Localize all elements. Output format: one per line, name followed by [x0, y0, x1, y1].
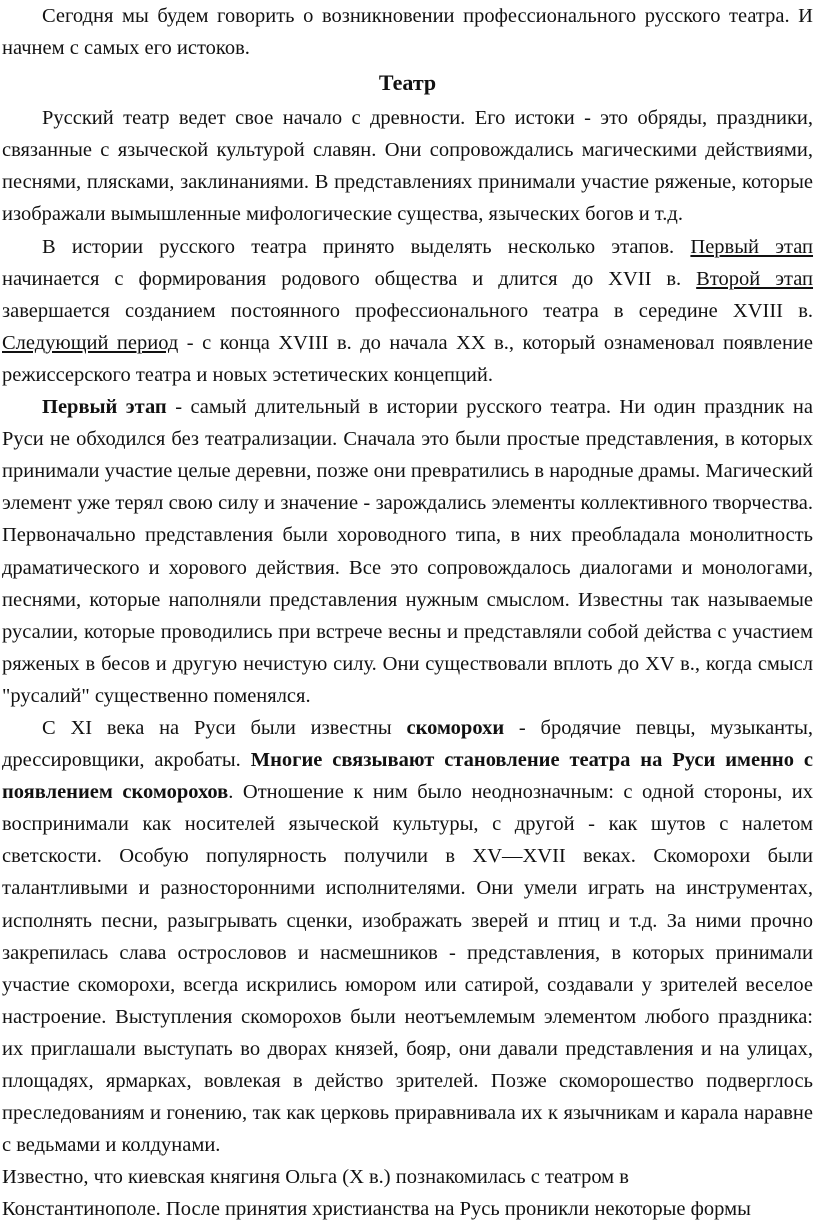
olga-line-1: Известно, что киевская княгиня Ольга (X в.) познакомилась с театром в	[2, 1166, 629, 1189]
paragraph-olga	[2, 1161, 813, 1225]
stages-text-2: начинается с формирования родового общества и длится до XVII в.	[2, 267, 697, 290]
paragraph-skomorokhi	[2, 712, 813, 1161]
paragraph-origins: Русский театр ведет свое начало с древности. Его истоки - это обряды, праздники, связанные с языческой культурой славян. Они сопровождались магическими действиями, песнями, плясками, заклинаниями. В представлениях принимали участие ряженые, которые изображали вымышленные мифологические существа, языческих богов и т.д.	[2, 107, 813, 226]
first-stage-underlined: Первый этап	[690, 235, 814, 258]
second-stage-underlined: Второй этап	[696, 267, 814, 290]
skomorokhi-text-3: . Отношение к ним было неоднозначным: с одной стороны, их воспринимали как носителей языческой культуры, с другой - как шутов с налетом светскости. Особую популярность получили в XV—XVII веках. Скоморохи были талантливыми и разносторонними исполнителями. Они умели играть на инструментах, исполнять песни, разыгрывать сценки, изображать зверей и птиц и т.д. За ними прочно закрепилась слава острословов и насмешников - представления, в которых принимали участие скоморохи, всегда искрились юмором или сатирой, создавали у зрителей веселое настроение. Выступления скоморохов были неотъемлемым элементом любого праздника: их приглашали выступать во дворах князей, бояр, они давали представления и на улицах, площадях, ярмарках, вовлекая в действо зрителей. Позже скоморошество подверглось преследованиям и гонению, так как церковь приравнивала их к язычникам и карала наравне с ведьмами и колдунами.	[2, 781, 814, 1157]
skomorokhi-bold: скоморохи	[406, 716, 505, 739]
paragraph-first-stage	[2, 391, 813, 712]
stages-text-3: завершается созданием постоянного профессионального театра в середине XVIII в.	[2, 299, 813, 322]
skomorokhi-text-2: - бродячие певцы, музыканты, дрессировщики, акробаты.	[2, 716, 813, 772]
next-period-underlined: Следующий период	[2, 331, 179, 354]
skomorokhi-text-1: С XI века на Руси были известны	[42, 716, 407, 739]
skomorokhi-bold-statement: Многие связывают становление театра на Руси именно с появлением скоморохов	[2, 749, 813, 804]
first-stage-bold: Первый этап	[42, 396, 167, 419]
intro-paragraph: Сегодня мы будем говорить о возникновении профессионального русского театра. И начнем с самых его истоков.	[2, 5, 813, 60]
page-title: Театр	[378, 70, 437, 96]
stages-text-4: - с конца XVIII в. до начала XX в., который ознаменовал появление режиссерского театра и новых эстетических концепций.	[2, 331, 813, 386]
paragraph-stages	[2, 231, 813, 391]
olga-line-2: Константинополе. После принятия христианства на Русь проникли некоторые формы	[2, 1198, 751, 1221]
stages-text-1: В истории русского театра принято выделять несколько этапов.	[42, 235, 691, 258]
first-stage-text: - самый длительный в истории русского театра. Ни один праздник на Руси не обходился без театрализации. Сначала это были простые представления, в которых принимали участие целые деревни, позже они превратились в народные драмы. Магический элемент уже терял свою силу и значение - зарождались элементы коллективного творчества. Первоначально представления были хороводного типа, в них преобладала монолитность драматического и хорового действия. Все это сопровождалось диалогами и монологами, песнями, которые наполняли представления нужным смыслом. Известны так называемые русалии, которые проводились при встрече весны и представляли собой действа с участием ряженых в бесов и другую нечистую силу. Они существовали вплоть до XV в., когда смысл "русалий" существенно поменялся.	[2, 396, 814, 707]
